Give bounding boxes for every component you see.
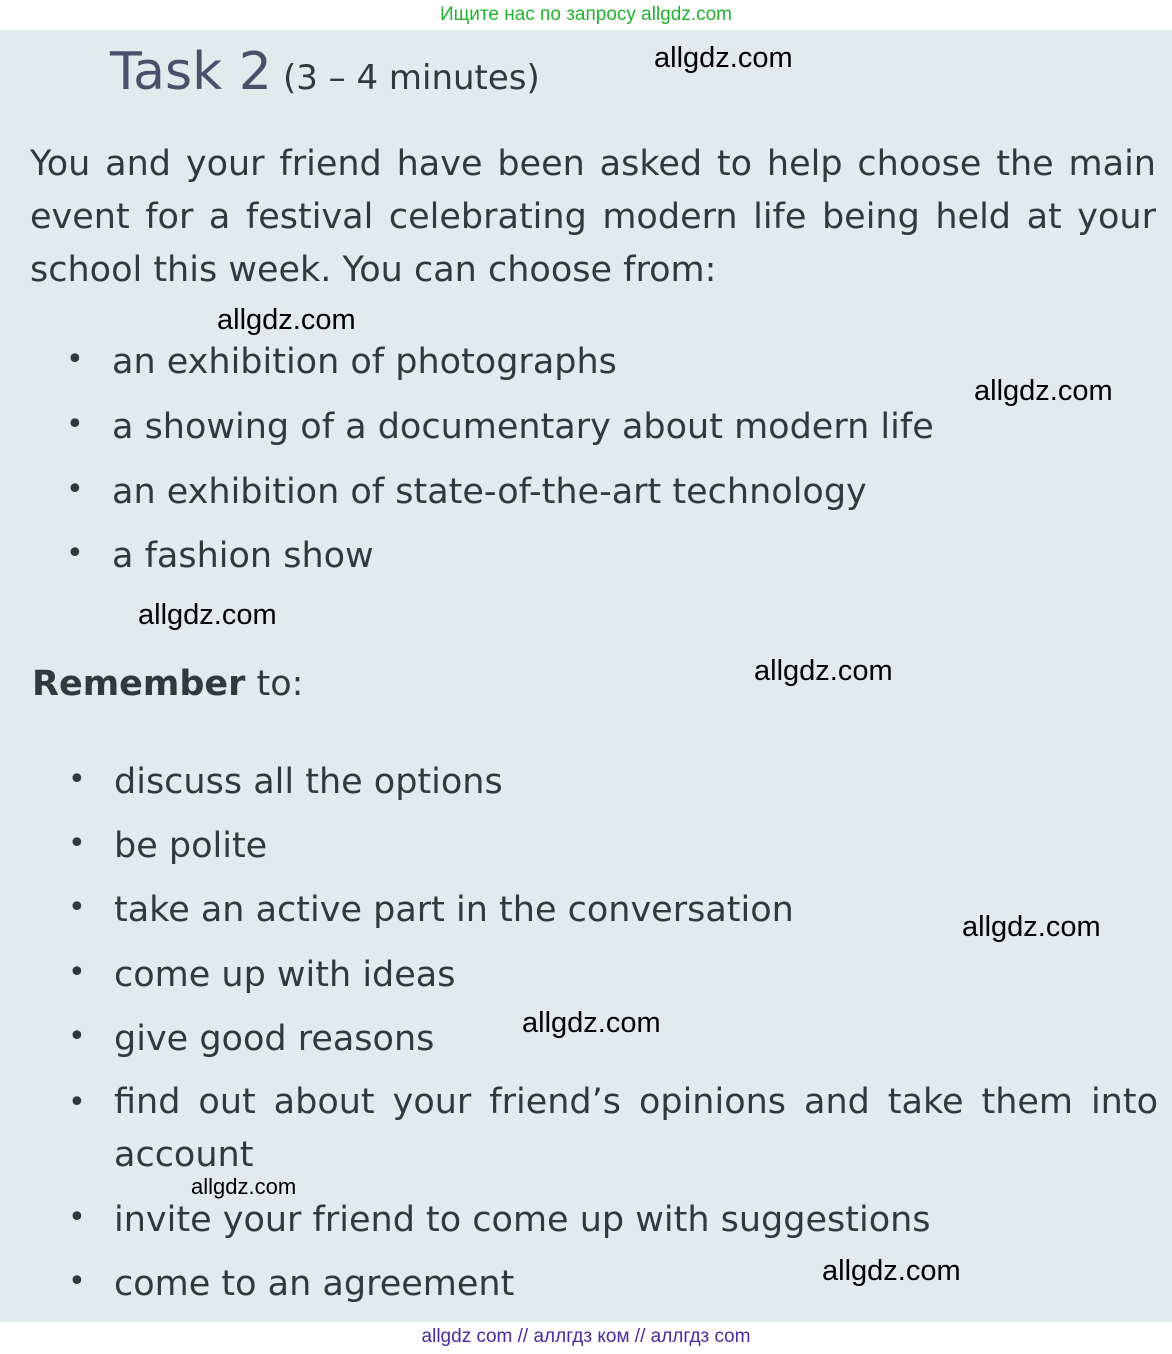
- watermark: allgdz.com: [217, 304, 356, 336]
- reminder-item: • come up with ideas: [68, 955, 456, 995]
- remember-heading: Remember to:: [32, 664, 304, 704]
- top-banner: Ищите нас по запросу allgdz.com: [0, 0, 1172, 30]
- reminder-item: • give good reasons: [68, 1019, 435, 1059]
- option-item: • an exhibition of photographs: [66, 342, 617, 382]
- watermark: allgdz.com: [138, 599, 277, 631]
- bullet-icon: •: [68, 1019, 86, 1054]
- bullet-icon: •: [68, 890, 86, 925]
- textbook-page-scan: [0, 30, 1172, 1322]
- bullet-icon: •: [66, 472, 84, 507]
- bottom-banner: allgdz com // аллгдз ком // аллгдз com: [0, 1322, 1172, 1354]
- bullet-icon: •: [68, 826, 86, 861]
- option-item: • a showing of a documentary about modern life: [66, 407, 934, 447]
- task-intro: You and your friend have been asked to help choose the main event for a festival celebrating modern life being held at your school this week. You can choose from:: [30, 144, 1156, 290]
- bullet-icon: •: [68, 1264, 86, 1299]
- reminder-item: • find out about your friend’s opinions and take them into account: [114, 1076, 1158, 1182]
- reminder-item: • discuss all the options: [68, 762, 503, 802]
- task-heading: [110, 42, 540, 102]
- watermark: allgdz.com: [822, 1255, 961, 1287]
- option-item: • an exhibition of state-of-the-art technology: [66, 472, 867, 512]
- bullet-icon: •: [66, 342, 84, 377]
- reminder-item: • invite your friend to come up with suggestions: [68, 1200, 931, 1240]
- bullet-icon: •: [68, 762, 86, 797]
- reminder-item: • be polite: [68, 826, 268, 866]
- bullet-icon: •: [68, 1085, 86, 1120]
- bullet-icon: •: [66, 536, 84, 571]
- reminder-item: • take an active part in the conversation: [68, 890, 794, 930]
- bullet-icon: •: [66, 407, 84, 442]
- watermark: allgdz.com: [522, 1007, 661, 1039]
- watermark: allgdz.com: [754, 655, 893, 687]
- option-item: • a fashion show: [66, 536, 374, 576]
- bullet-icon: •: [68, 1200, 86, 1235]
- reminder-item: • come to an agreement: [68, 1264, 515, 1304]
- watermark: allgdz.com: [974, 375, 1113, 407]
- watermark: allgdz.com: [191, 1174, 297, 1199]
- task-title: Task 2: [110, 42, 272, 102]
- watermark: allgdz.com: [962, 911, 1101, 943]
- bullet-icon: •: [68, 955, 86, 990]
- watermark: allgdz.com: [654, 42, 793, 74]
- task-duration: (3 – 4 minutes): [282, 58, 540, 98]
